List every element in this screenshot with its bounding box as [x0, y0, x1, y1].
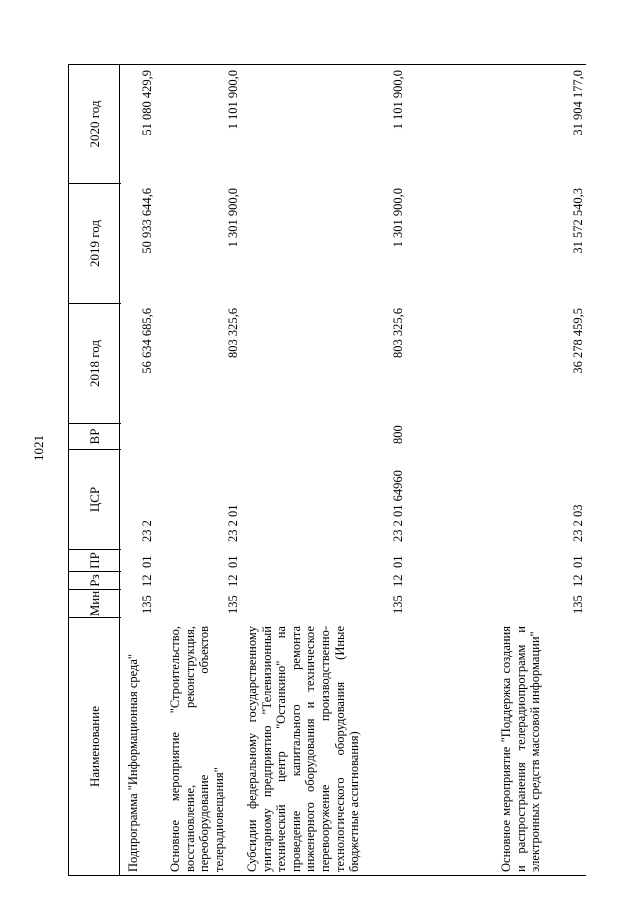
- row-2020: 51 080 429,9: [140, 70, 154, 136]
- page-number: 1021: [31, 435, 46, 461]
- row-min: 135: [391, 595, 405, 614]
- row-name: Подпрограмма "Информационная среда": [126, 653, 140, 872]
- table-header: [68, 64, 120, 876]
- row-2020: 1 101 900,0: [226, 70, 240, 130]
- row-min: 135: [140, 595, 154, 614]
- header-2020: 2020 год: [87, 100, 102, 148]
- row-min: 135: [571, 595, 585, 614]
- row-pr: 01: [140, 555, 154, 568]
- row-vr: 800: [391, 425, 405, 444]
- row-2018: 803 325,6: [226, 308, 240, 358]
- row-2018: 56 634 685,6: [140, 308, 154, 374]
- header-name: Наименование: [69, 617, 121, 875]
- row-pr: 01: [571, 555, 585, 568]
- row-csr: 23 2 01 64960: [391, 470, 405, 542]
- row-rz: 12: [140, 574, 154, 587]
- table-border-right: [68, 64, 586, 65]
- row-csr: 23 2 01: [226, 504, 240, 542]
- row-2019: 1 301 900,0: [391, 188, 405, 248]
- header-2019: 2019 год: [69, 183, 121, 303]
- header-2018: 2018 год: [69, 303, 121, 423]
- row-2020: 31 904 177,0: [571, 70, 585, 136]
- row-2020: 1 101 900,0: [391, 70, 405, 130]
- row-2019: 1 301 900,0: [226, 188, 240, 248]
- row-pr: 01: [226, 555, 240, 568]
- row-name: Основное мероприятие "Поддержка создания и распространения телерадиопрограмм и электронных средств массовой информации": [499, 626, 543, 872]
- row-rz: 12: [226, 574, 240, 587]
- row-name: Субсидии федеральному государственному унитарному предприятию "Телевизионный технический центр "Останкино" на проведение капитального ремонта инженерного оборудования и техническое перевооружение производственно-технологического оборудования (Иные бюджетные ассигнования): [245, 626, 362, 872]
- header-vr: ВР: [69, 423, 121, 449]
- row-2018: 36 278 459,5: [571, 308, 585, 374]
- row-min: 135: [226, 595, 240, 614]
- row-rz: 12: [391, 574, 405, 587]
- row-csr: 23 2 03: [571, 504, 585, 542]
- header-pr: ПР: [69, 549, 121, 571]
- row-csr: 23 2: [140, 520, 154, 542]
- header-min: Мин: [69, 589, 121, 617]
- row-rz: 12: [571, 574, 585, 587]
- row-pr: 01: [391, 555, 405, 568]
- row-2019: 31 572 540,3: [571, 188, 585, 254]
- header-rz: Рз: [69, 571, 121, 589]
- row-name: Основное мероприятие "Строительство, восстановление, реконструкция, переоборудование объектов телерадиовещания": [168, 626, 226, 872]
- table-border-left: [68, 875, 586, 876]
- header-csr: ЦСР: [69, 449, 121, 549]
- row-2018: 803 325,6: [391, 308, 405, 358]
- row-2019: 50 933 644,6: [140, 188, 154, 254]
- budget-table: [68, 64, 586, 876]
